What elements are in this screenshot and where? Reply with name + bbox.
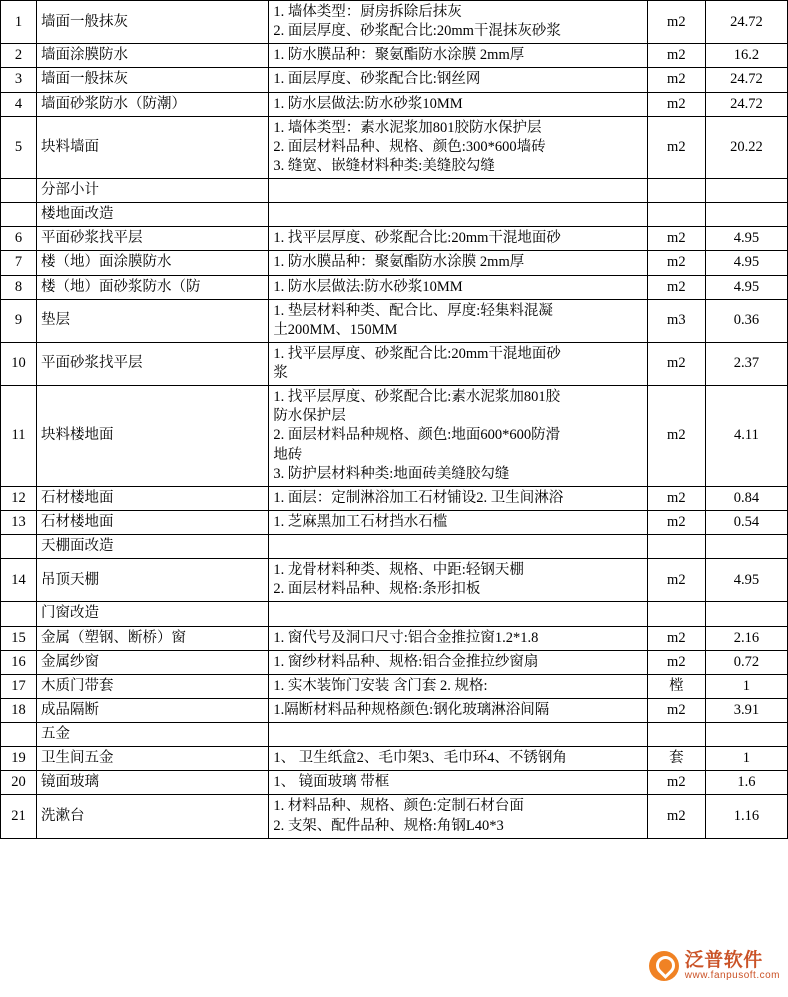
table-row (1, 486, 788, 510)
table-row (1, 723, 788, 747)
cell-quantity (705, 203, 787, 227)
table-row (1, 227, 788, 251)
table-row (1, 674, 788, 698)
cell-unit: m2 (647, 510, 705, 534)
watermark-title: 泛普软件 (684, 949, 763, 971)
cell-index: 5 (1, 116, 37, 178)
cell-unit: m2 (647, 795, 705, 838)
watermark-text (685, 951, 780, 981)
cell-item-feature (269, 179, 647, 203)
cell-item-name: 成品隔断 (37, 698, 269, 722)
cell-item-feature (269, 68, 647, 92)
table-row (1, 650, 788, 674)
cell-index: 19 (1, 747, 37, 771)
cell-quantity: 1 (705, 674, 787, 698)
cell-item-name: 块料楼地面 (37, 386, 269, 487)
cell-index (1, 602, 37, 626)
feature-line: 1. 龙骨材料种类、规格、中距:轻钢天棚 (273, 562, 524, 579)
feature-line: 1. 窗纱材料品种、规格:铝合金推拉纱窗扇 (273, 653, 539, 670)
cell-unit: m2 (647, 650, 705, 674)
table-row (1, 203, 788, 227)
cell-unit (647, 535, 705, 559)
cell-item-name: 洗漱台 (37, 795, 269, 838)
table-row (1, 626, 788, 650)
cell-unit: m2 (647, 1, 705, 44)
cell-item-name: 垫层 (37, 299, 269, 342)
cell-unit (647, 602, 705, 626)
cell-item-feature (269, 227, 647, 251)
feature-line: 1. 面层：定制淋浴加工石材铺设2. 卫生间淋浴 (273, 489, 564, 506)
cell-item-feature (269, 44, 647, 68)
cell-index (1, 179, 37, 203)
cell-unit: m2 (647, 227, 705, 251)
cell-item-feature (269, 723, 647, 747)
cell-quantity (705, 179, 787, 203)
cell-item-name: 天棚面改造 (37, 535, 269, 559)
cell-index: 15 (1, 626, 37, 650)
table-row (1, 92, 788, 116)
cell-item-feature (269, 795, 647, 838)
feature-line: 1. 找平层厚度、砂浆配合比:20mm干混地面砂 (273, 230, 561, 247)
cell-unit: m2 (647, 92, 705, 116)
cell-item-name: 金属（塑钢、断桥）窗 (37, 626, 269, 650)
table-row (1, 510, 788, 534)
table-row (1, 342, 788, 385)
cell-quantity: 20.22 (705, 116, 787, 178)
cell-unit: m2 (647, 116, 705, 178)
feature-line: 1. 找平层厚度、砂浆配合比:素水泥浆加801胶 (273, 389, 561, 406)
table-row (1, 795, 788, 838)
cell-quantity: 1.6 (705, 771, 787, 795)
cell-unit: m2 (647, 386, 705, 487)
feature-line: 1. 垫层材料种类、配合比、厚度:轻集料混凝 (273, 302, 553, 319)
feature-line: 1. 窗代号及洞口尺寸:铝合金推拉窗1.2*1.8 (273, 629, 539, 646)
cell-quantity (705, 723, 787, 747)
cell-item-feature (269, 650, 647, 674)
feature-line: 1. 芝麻黑加工石材挡水石槛 (273, 513, 448, 530)
table-row (1, 747, 788, 771)
feature-line: 2. 面层材料品种、规格:条形扣板 (273, 581, 481, 598)
cell-index: 8 (1, 275, 37, 299)
cell-item-name: 五金 (37, 723, 269, 747)
cell-quantity: 2.16 (705, 626, 787, 650)
cell-quantity (705, 535, 787, 559)
cell-item-feature (269, 602, 647, 626)
cell-item-feature (269, 275, 647, 299)
feature-line: 1、 镜面玻璃 带框 (273, 774, 390, 791)
cell-quantity (705, 602, 787, 626)
feature-line: 1.隔断材料品种规格颜色:钢化玻璃淋浴间隔 (273, 701, 550, 718)
feature-line: 1. 墙体类型：厨房拆除后抹灰 (273, 4, 462, 20)
cell-item-feature (269, 674, 647, 698)
watermark-logo (649, 951, 780, 981)
feature-line: 3. 防护层材料种类:地面砖美缝胶勾缝 (273, 465, 510, 482)
cell-index (1, 535, 37, 559)
feature-line: 土200MM、150MM (273, 321, 398, 338)
table-row (1, 559, 788, 602)
cell-index: 13 (1, 510, 37, 534)
cell-item-name: 平面砂浆找平层 (37, 342, 269, 385)
table-row (1, 535, 788, 559)
cell-unit (647, 203, 705, 227)
cell-quantity: 4.11 (705, 386, 787, 487)
cell-unit: m2 (647, 626, 705, 650)
cell-item-name: 墙面涂膜防水 (37, 44, 269, 68)
cell-unit (647, 723, 705, 747)
table-row (1, 1, 788, 44)
cell-index: 10 (1, 342, 37, 385)
cell-item-name: 木质门带套 (37, 674, 269, 698)
cell-item-name: 分部小计 (37, 179, 269, 203)
cell-item-feature (269, 771, 647, 795)
feature-line: 1. 墙体类型：素水泥浆加801胶防水保护层 (273, 119, 542, 136)
cell-unit: m3 (647, 299, 705, 342)
table-row (1, 386, 788, 487)
cell-index: 12 (1, 486, 37, 510)
feature-line: 地砖 (273, 446, 303, 463)
table-row (1, 44, 788, 68)
cell-unit: m2 (647, 342, 705, 385)
cell-item-feature (269, 510, 647, 534)
cell-quantity: 1 (705, 747, 787, 771)
table-row (1, 179, 788, 203)
cell-item-name: 卫生间五金 (37, 747, 269, 771)
cell-item-feature (269, 1, 647, 44)
cell-item-name: 块料墙面 (37, 116, 269, 178)
feature-line: 浆 (273, 365, 288, 381)
cell-item-feature (269, 203, 647, 227)
cell-index: 4 (1, 92, 37, 116)
cell-item-name: 镜面玻璃 (37, 771, 269, 795)
feature-line: 1. 材料品种、规格、颜色:定制石材台面 (273, 798, 524, 815)
cell-quantity: 24.72 (705, 92, 787, 116)
cell-unit: m2 (647, 698, 705, 722)
cell-index (1, 723, 37, 747)
cell-quantity: 3.91 (705, 698, 787, 722)
feature-line: 1. 防水层做法:防水砂浆10MM (273, 95, 463, 112)
cell-quantity: 0.72 (705, 650, 787, 674)
cell-unit: m2 (647, 44, 705, 68)
cell-item-feature (269, 559, 647, 602)
cell-item-feature (269, 251, 647, 275)
cell-item-feature (269, 535, 647, 559)
cell-unit: 樘 (647, 674, 705, 698)
feature-line: 2. 面层材料品种、规格、颜色:300*600墙砖 (273, 138, 546, 155)
cell-item-name: 墙面砂浆防水（防潮） (37, 92, 269, 116)
cell-item-name: 门窗改造 (37, 602, 269, 626)
cell-item-feature (269, 698, 647, 722)
cell-index: 21 (1, 795, 37, 838)
cell-item-feature (269, 116, 647, 178)
feature-line: 3. 缝宽、嵌缝材料种类:美缝胶勾缝 (273, 157, 495, 174)
cell-item-name: 楼（地）面砂浆防水（防 (37, 275, 269, 299)
cell-item-feature (269, 747, 647, 771)
table-row (1, 299, 788, 342)
cell-unit (647, 179, 705, 203)
cell-item-feature (269, 386, 647, 487)
cell-unit: m2 (647, 68, 705, 92)
cell-quantity: 0.36 (705, 299, 787, 342)
feature-line: 2. 支架、配件品种、规格:角钢L40*3 (273, 817, 504, 834)
fanpu-logo-icon (649, 951, 679, 981)
feature-line: 1. 面层厚度、砂浆配合比:钢丝网 (273, 71, 481, 88)
feature-line: 2. 面层厚度、砂浆配合比:20mm干混抹灰砂浆 (273, 23, 561, 40)
cell-item-feature (269, 342, 647, 385)
feature-line: 1. 防水膜品种：聚氨酯防水涂膜 2mm厚 (273, 254, 525, 271)
feature-line: 1. 防水层做法:防水砂浆10MM (273, 278, 463, 295)
cell-item-name: 平面砂浆找平层 (37, 227, 269, 251)
feature-line: 1. 实木装饰门安装 含门套 2. 规格: (273, 677, 488, 694)
cell-index: 9 (1, 299, 37, 342)
feature-line: 1. 防水膜品种：聚氨酯防水涂膜 2mm厚 (273, 47, 525, 64)
cell-quantity: 24.72 (705, 68, 787, 92)
cell-item-name: 墙面一般抹灰 (37, 68, 269, 92)
cell-unit: m2 (647, 275, 705, 299)
cell-index: 20 (1, 771, 37, 795)
cell-index: 6 (1, 227, 37, 251)
cell-item-name: 石材楼地面 (37, 486, 269, 510)
cell-unit: m2 (647, 559, 705, 602)
watermark-subtitle: www.fanpusoft.com (684, 969, 780, 981)
cell-item-name: 金属纱窗 (37, 650, 269, 674)
cell-quantity: 4.95 (705, 275, 787, 299)
cell-item-name: 石材楼地面 (37, 510, 269, 534)
cell-index (1, 203, 37, 227)
feature-line: 2. 面层材料品种规格、颜色:地面600*600防滑 (273, 427, 561, 444)
cell-index: 16 (1, 650, 37, 674)
cell-index: 18 (1, 698, 37, 722)
cell-quantity: 1.16 (705, 795, 787, 838)
cell-unit: m2 (647, 251, 705, 275)
feature-line: 1、 卫生纸盒2、毛巾架3、毛巾环4、不锈钢角 (273, 750, 567, 767)
table-row (1, 251, 788, 275)
cell-item-feature (269, 299, 647, 342)
table-row (1, 771, 788, 795)
cell-quantity: 0.54 (705, 510, 787, 534)
cell-item-name: 楼（地）面涂膜防水 (37, 251, 269, 275)
cell-item-name: 楼地面改造 (37, 203, 269, 227)
cell-index: 3 (1, 68, 37, 92)
feature-line: 防水保护层 (273, 408, 346, 425)
cell-unit: 套 (647, 747, 705, 771)
cell-item-name: 墙面一般抹灰 (37, 1, 269, 44)
cell-item-feature (269, 92, 647, 116)
table-row (1, 698, 788, 722)
cell-unit: m2 (647, 486, 705, 510)
cell-quantity: 0.84 (705, 486, 787, 510)
cell-item-feature (269, 486, 647, 510)
cell-index: 1 (1, 1, 37, 44)
cell-item-name: 吊顶天棚 (37, 559, 269, 602)
cell-quantity: 24.72 (705, 1, 787, 44)
cell-index: 17 (1, 674, 37, 698)
cell-quantity: 4.95 (705, 251, 787, 275)
cell-index: 2 (1, 44, 37, 68)
feature-line: 1. 找平层厚度、砂浆配合比:20mm干混地面砂 (273, 345, 561, 362)
table-row (1, 116, 788, 178)
cell-quantity: 4.95 (705, 227, 787, 251)
cell-index: 7 (1, 251, 37, 275)
cell-unit: m2 (647, 771, 705, 795)
table-row (1, 602, 788, 626)
cell-index: 14 (1, 559, 37, 602)
cell-quantity: 16.2 (705, 44, 787, 68)
cell-index: 11 (1, 386, 37, 487)
table-row (1, 275, 788, 299)
table-row (1, 68, 788, 92)
cell-quantity: 4.95 (705, 559, 787, 602)
cell-item-feature (269, 626, 647, 650)
cell-quantity: 2.37 (705, 342, 787, 385)
